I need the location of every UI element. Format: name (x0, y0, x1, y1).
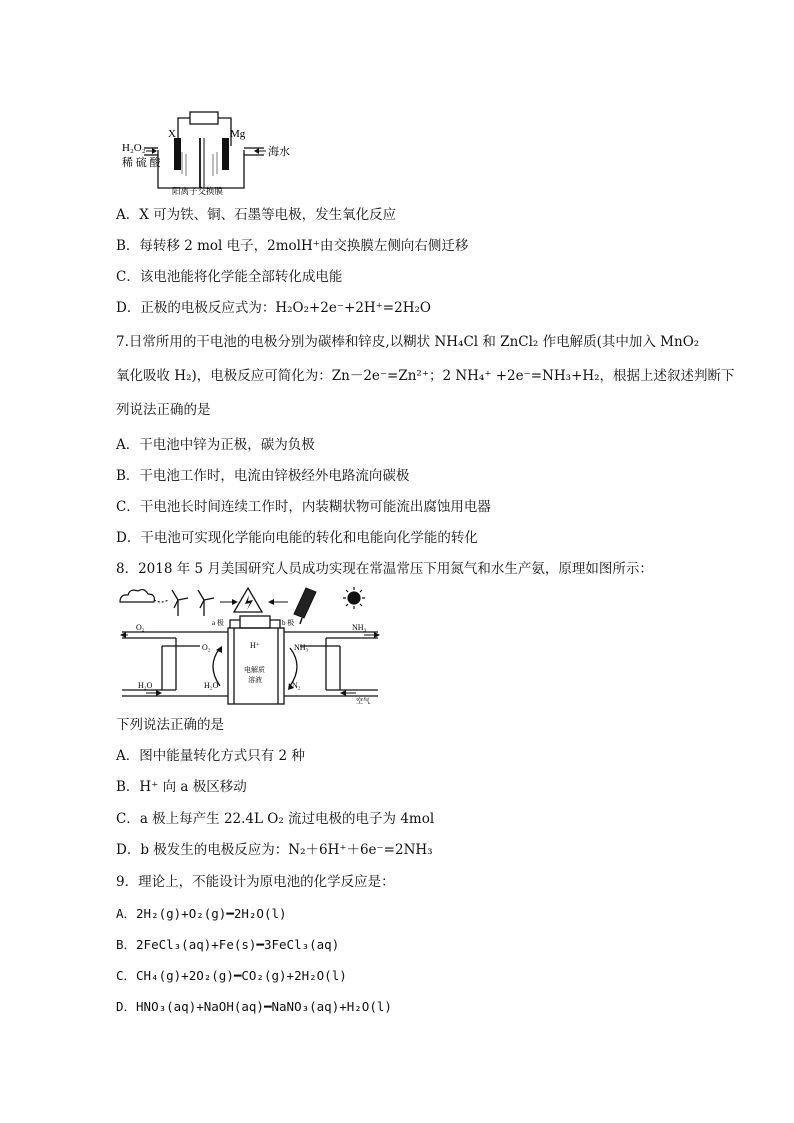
fig2-h2o-inner-label: H₂O (204, 681, 219, 690)
q9-option-b: B．2FeCl₃(aq)+Fe(s)━3FeCl₃(aq) (116, 937, 340, 952)
fig2-solution-label: 溶液 (248, 676, 262, 684)
q8-stem: 8．2018 年 5 月美国研究人员成功实现在常温常压下用氮气和水生产氨，原理如图所示： (116, 561, 653, 577)
wind-turbine-icon (172, 590, 214, 616)
q7-stem-line1: 7.日常所用的干电池的电极分别为碳棒和锌皮,以糊状 NH₄Cl 和 ZnCl₂ 作电解质(其中加入 MnO₂ (116, 334, 700, 350)
fig1-seawater-label: 海水 (268, 146, 290, 158)
q9-option-a: A．2H₂(g)+O₂(g)━2H₂O(l) (116, 906, 287, 921)
q6-option-d: D．正极的电极反应式为：H₂O₂+2e⁻+2H⁺=2H₂O (116, 300, 431, 316)
q8-option-b: B．H⁺ 向 a 极区移动 (116, 779, 247, 795)
q7-stem-line3: 列说法正确的是 (116, 402, 211, 418)
q9-stem: 9．理论上，不能设计为原电池的化学反应是： (116, 874, 395, 890)
q7-option-c: C．干电池长时间连续工作时，内装糊状物可能流出腐蚀用电器 (116, 499, 491, 515)
fig2-electrolyte-label: 电解质 (244, 666, 265, 674)
figure-ammonia-synthesis (116, 586, 384, 710)
q7-option-d: D．干电池可实现化学能向电能的转化和电能向化学能的转化 (116, 530, 478, 546)
q8-after-figure: 下列说法正确的是 (116, 717, 224, 733)
fig2-a-electrode-label: a 极 (212, 619, 224, 627)
fig2-nh3-in-label: NH₃ (294, 643, 309, 652)
fig2-o2-out-label: O₂ (136, 623, 145, 632)
q7-option-a: A．干电池中锌为正极，碳为负极 (116, 437, 315, 453)
fig1-acid-label: 稀 硫 酸 (122, 157, 161, 169)
fig1-x-label: X (168, 128, 176, 140)
q9-option-d: D．HNO₃(aq)+NaOH(aq)━NaNO₃(aq)+H₂O(l) (116, 999, 392, 1014)
fig1-h2o2-label: H₂O₂ (122, 142, 146, 154)
fig2-air-label: 空气 (356, 697, 370, 705)
lightning-warning-icon (234, 588, 262, 612)
q8-option-a: A．图中能量转化方式只有 2 种 (116, 748, 305, 764)
fig2-nh3-out-label: NH₃ (352, 623, 367, 632)
q6-option-b: B．每转移 2 mol 电子，2molH⁺由交换膜左侧向右侧迁移 (116, 238, 469, 254)
fig2-o2-in-label: O₂ (202, 643, 211, 652)
figure-mg-h2o2-cell (116, 104, 296, 196)
solar-panel-icon (294, 588, 316, 624)
fig2-h-ion-label: H⁺ (250, 641, 260, 650)
q8-option-c: C．a 极上每产生 22.4L O₂ 流过电极的电子为 4mol (116, 811, 435, 827)
q6-option-a: A．X 可为铁、铜、石墨等电极，发生氧化反应 (116, 207, 397, 223)
fig2-h2o-in-label: H₂O (138, 681, 153, 690)
q9-option-c: C．CH₄(g)+2O₂(g)━CO₂(g)+2H₂O(l) (116, 968, 347, 983)
sun-icon (343, 587, 365, 609)
q7-stem-line2: 氧化吸收 H₂)，电极反应可简化为：Zn－2e⁻=Zn²⁺；2 NH₄⁺ +2e⁻=NH₃+H₂，根据上述叙述判断下 (116, 368, 735, 384)
q7-option-b: B．干电池工作时，电流由锌极经外电路流向碳极 (116, 468, 410, 484)
q8-option-d: D．b 极发生的电极反应为：N₂＋6H⁺＋6e⁻=2NH₃ (116, 842, 433, 858)
fig2-n2-label: N₂ (292, 681, 301, 690)
q6-option-c: C．该电池能将化学能全部转化成电能 (116, 269, 343, 285)
fig1-mg-label: Mg (230, 128, 246, 140)
cloud-icon (120, 590, 154, 602)
fig1-membrane-label: 阳离子交换膜 (172, 186, 224, 196)
fig2-b-electrode-label: b 极 (282, 619, 295, 627)
